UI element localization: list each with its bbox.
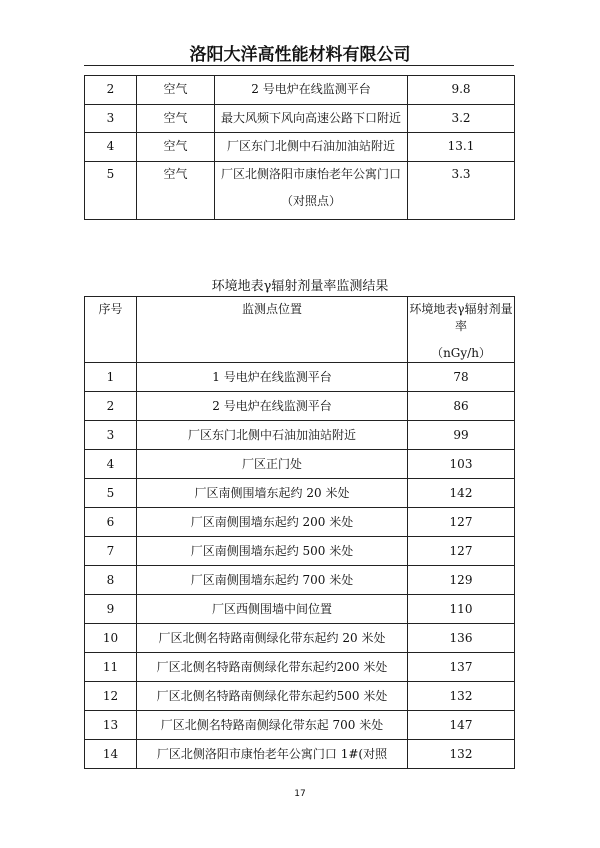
table-header-row [85, 297, 515, 363]
location-cell: 1 号电炉在线监测平台 [137, 363, 408, 392]
table-row [85, 624, 515, 653]
value-cell: 9.8 [408, 76, 515, 105]
row-number: 2 [85, 76, 137, 105]
row-number: 2 [85, 392, 137, 421]
table-row [85, 537, 515, 566]
table-row [85, 653, 515, 682]
row-number: 1 [85, 363, 137, 392]
page-number: 17 [294, 789, 306, 799]
location-cell: 厂区东门北侧中石油加油站附近 [137, 421, 408, 450]
air-monitoring-table-continued [84, 75, 515, 220]
location-cell [215, 161, 408, 219]
table-row [85, 595, 515, 624]
location-cell: 厂区北侧洛阳市康怡老年公寓门口 1#(对照 [137, 740, 408, 769]
row-number: 10 [85, 624, 137, 653]
location-cell: 厂区北侧名特路南侧绿化带东起约200 米处 [137, 653, 408, 682]
row-number: 11 [85, 653, 137, 682]
location-cell: 厂区南侧围墙东起约 500 米处 [137, 537, 408, 566]
value-cell: 103 [408, 450, 515, 479]
value-cell: 110 [408, 595, 515, 624]
row-number: 5 [85, 161, 137, 219]
row-number: 9 [85, 595, 137, 624]
value-cell: 99 [408, 421, 515, 450]
value-cell: 127 [408, 537, 515, 566]
location-cell: 最大风频下风向高速公路下口附近 [215, 104, 408, 133]
table-row [85, 76, 515, 105]
row-number: 7 [85, 537, 137, 566]
value-cell: 132 [408, 740, 515, 769]
table-row [85, 450, 515, 479]
row-number: 4 [85, 133, 137, 162]
location-cell: 厂区北侧名特路南侧绿化带东起约 20 米处 [137, 624, 408, 653]
table-row [85, 682, 515, 711]
value-cell: 129 [408, 566, 515, 595]
value-cell: 142 [408, 479, 515, 508]
row-number: 4 [85, 450, 137, 479]
row-number: 3 [85, 104, 137, 133]
value-cell: 127 [408, 508, 515, 537]
table-row [85, 740, 515, 769]
table-row [85, 392, 515, 421]
table-row [85, 508, 515, 537]
header-rate-label: 环境地表γ辐射剂量率 [409, 302, 513, 333]
table-row [85, 479, 515, 508]
table-row [85, 161, 515, 219]
value-cell: 86 [408, 392, 515, 421]
header-rate-unit: （nGy/h） [431, 346, 491, 360]
value-cell: 3.2 [408, 104, 515, 133]
header-location: 监测点位置 [137, 297, 408, 363]
row-number: 5 [85, 479, 137, 508]
medium-cell: 空气 [137, 104, 215, 133]
location-cell: 厂区北侧名特路南侧绿化带东起约500 米处 [137, 682, 408, 711]
table-row [85, 421, 515, 450]
value-cell: 78 [408, 363, 515, 392]
value-cell: 13.1 [408, 133, 515, 162]
row-number: 6 [85, 508, 137, 537]
medium-cell: 空气 [137, 133, 215, 162]
header-rule [84, 65, 514, 66]
row-number: 12 [85, 682, 137, 711]
location-cell: 厂区西侧围墙中间位置 [137, 595, 408, 624]
table-row [85, 363, 515, 392]
row-number: 8 [85, 566, 137, 595]
header-rate [408, 297, 515, 363]
value-cell: 136 [408, 624, 515, 653]
medium-cell: 空气 [137, 161, 215, 219]
row-number: 14 [85, 740, 137, 769]
table-row [85, 133, 515, 162]
location-cell: 厂区正门处 [137, 450, 408, 479]
row-number: 3 [85, 421, 137, 450]
value-cell: 132 [408, 682, 515, 711]
table-title: 环境地表γ辐射剂量率监测结果 [211, 279, 389, 294]
location-cell: 厂区南侧围墙东起约 20 米处 [137, 479, 408, 508]
location-cell: 2 号电炉在线监测平台 [215, 76, 408, 105]
location-cell: 厂区南侧围墙东起约 200 米处 [137, 508, 408, 537]
table-row [85, 104, 515, 133]
table-row [85, 566, 515, 595]
location-cell: 厂区北侧名特路南侧绿化带东起 700 米处 [137, 711, 408, 740]
table-row [85, 711, 515, 740]
value-cell: 137 [408, 653, 515, 682]
location-cell: 厂区东门北侧中石油加油站附近 [215, 133, 408, 162]
company-title: 洛阳大洋高性能材料有限公司 [189, 45, 411, 65]
location-cell: 厂区南侧围墙东起约 700 米处 [137, 566, 408, 595]
value-cell: 147 [408, 711, 515, 740]
row-number: 13 [85, 711, 137, 740]
gamma-dose-rate-table [84, 296, 515, 769]
medium-cell: 空气 [137, 76, 215, 105]
header-no: 序号 [85, 297, 137, 363]
location-line-1: 厂区北侧洛阳市康怡老年公寓门口 [220, 166, 401, 181]
location-cell: 2 号电炉在线监测平台 [137, 392, 408, 421]
location-line-2: （对照点） [280, 193, 341, 208]
value-cell: 3.3 [408, 161, 515, 219]
